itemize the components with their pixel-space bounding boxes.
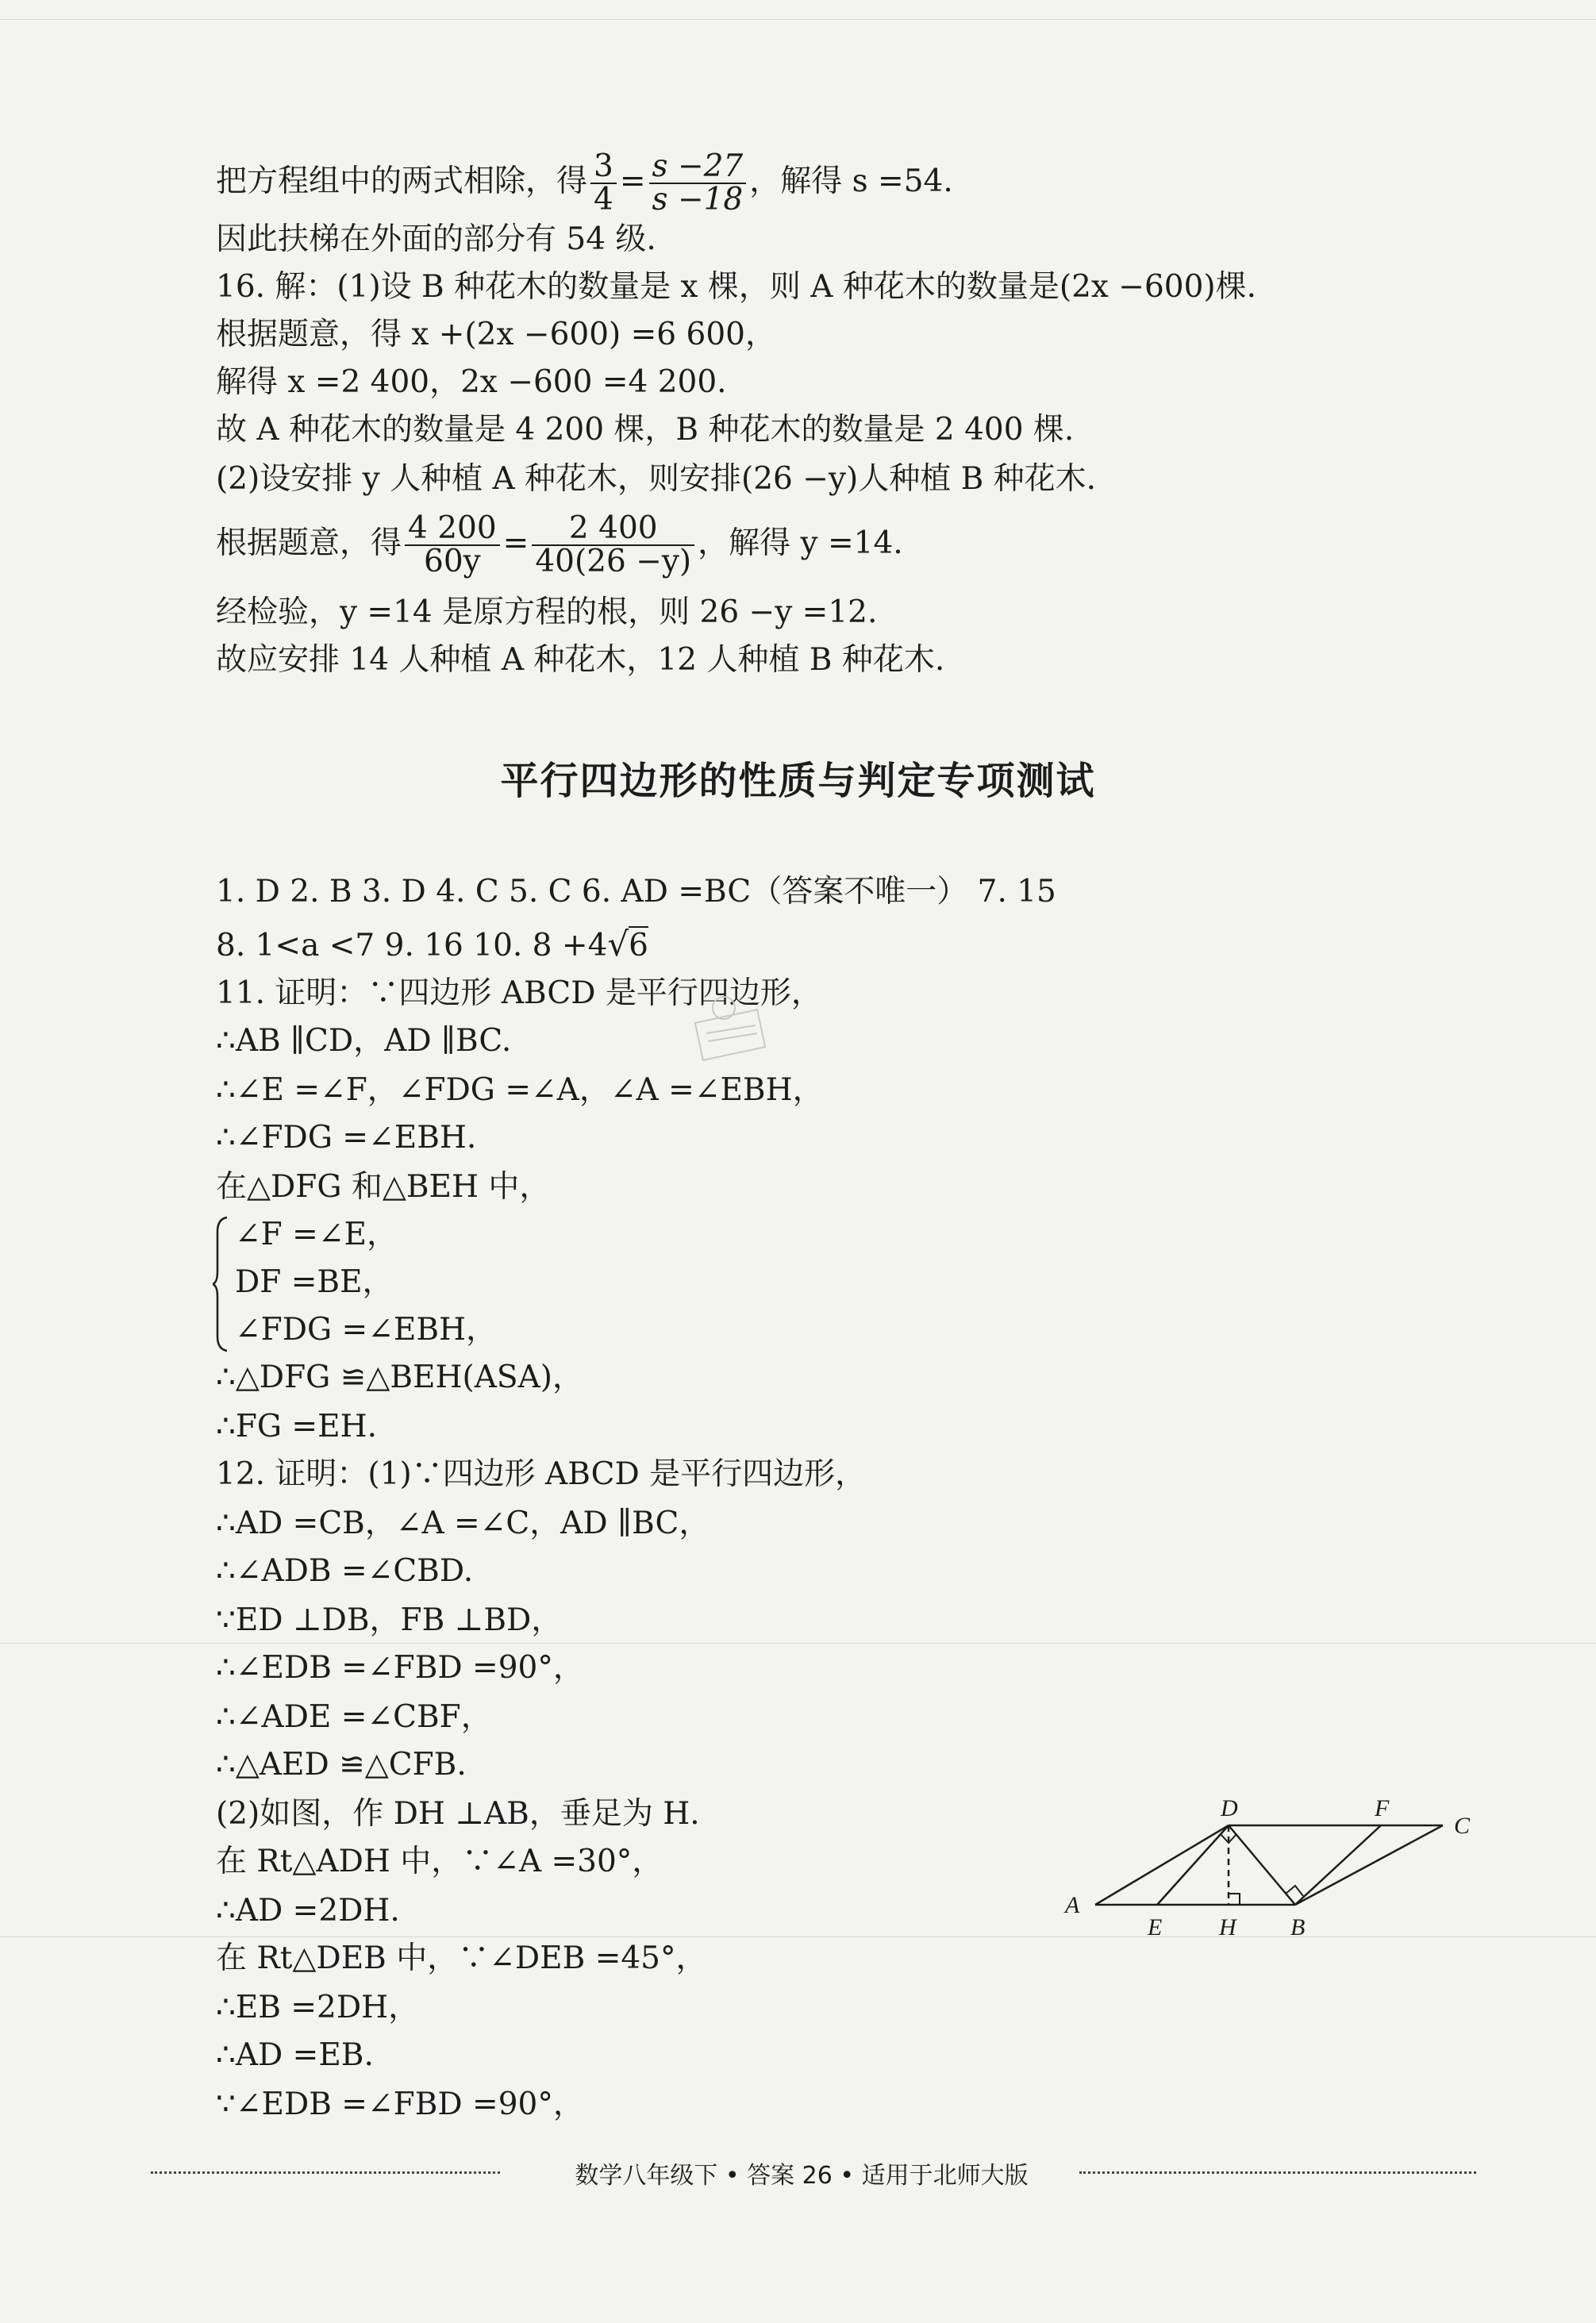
label-b: B: [1290, 1914, 1306, 1940]
library-stamp-watermark: [683, 984, 778, 1071]
page-footer: 数学八年级下 • 答案 26 • 适用于北师大版: [575, 2162, 1029, 2190]
proof-line: ∴AD =CB，∠A =∠C，AD ∥BC，: [216, 1506, 710, 1541]
text-line: 因此扶梯在外面的部分有 54 级.: [216, 221, 656, 257]
label-f: F: [1375, 1795, 1390, 1821]
label-h: H: [1219, 1914, 1236, 1940]
text-line: 经检验，y =14 是原方程的根，则 26 −y =12.: [216, 594, 878, 630]
text-line: (2)设安排 y 人种植 A 种花木，则安排(26 −y)人种植 B 种花木.: [216, 461, 1097, 497]
proof-line: ∴EB =2DH，: [216, 1990, 420, 2025]
label-d: D: [1221, 1795, 1238, 1821]
parallelogram-figure: [1048, 1784, 1492, 1943]
proof-line: 11. 证明：∵四边形 ABCD 是平行四边形，: [216, 975, 822, 1011]
proof-line: ∵ED ⊥DB，FB ⊥BD，: [216, 1602, 563, 1638]
text-line: 故应安排 14 人种植 A 种花木，12 人种植 B 种花木.: [216, 642, 945, 678]
text-line: 根据题意，得 x +(2x −600) =6 600，: [216, 317, 776, 352]
left-brace: [213, 1216, 229, 1352]
proof-line: ∠FDG =∠EBH，: [235, 1312, 498, 1348]
fraction: $\frac{s -27}{s -18}$: [649, 151, 747, 216]
proof-line: ∴∠FDG =∠EBH.: [216, 1120, 477, 1156]
text-line: 把方程组中的两式相除，得 $\frac{3}{4}$ = $\frac{s -27}{s -18}$ ，解得 s =54.: [216, 148, 953, 217]
label-a: A: [1065, 1892, 1080, 1918]
proof-line: ∴∠E =∠F，∠FDG =∠A，∠A =∠EBH，: [216, 1072, 824, 1108]
label-e: E: [1148, 1914, 1163, 1940]
proof-line: 12. 证明：(1)∵四边形 ABCD 是平行四边形，: [216, 1456, 867, 1492]
proof-line: ∵∠EDB =∠FBD =90°，: [216, 2086, 584, 2122]
proof-line: ∴∠ADB =∠CBD.: [216, 1553, 474, 1589]
proof-line: 在 Rt△ADH 中，∵∠A =30°，: [216, 1844, 663, 1879]
label-c: C: [1454, 1813, 1471, 1839]
answer-line: 1. D 2. B 3. D 4. C 5. C 6. AD =BC（答案不唯一） 7. 15: [216, 874, 1056, 910]
right-angle-b: [1286, 1886, 1303, 1896]
answer-line: 8. 1<a <7 9. 16 10. 8 +4√6: [216, 925, 648, 963]
proof-line: ∴AD =EB.: [216, 2037, 374, 2073]
fraction: $\frac{3}{4}$: [590, 151, 617, 216]
proof-line: ∴AD =2DH.: [216, 1893, 400, 1929]
proof-line: (2)如图，作 DH ⊥AB，垂足为 H.: [216, 1796, 700, 1832]
scan-fold-line: [0, 1643, 1596, 1644]
text-line: 16. 解：(1)设 B 种花木的数量是 x 棵，则 A 种花木的数量是(2x −600)棵.: [216, 269, 1257, 305]
scan-edge-line: [0, 19, 1596, 20]
fraction: $\frac{2 400}{40(26 -y)}$: [532, 513, 694, 578]
proof-line: ∴△DFG ≌△BEH(ASA)，: [216, 1360, 583, 1395]
fraction: $\frac{4 200}{60y}$: [405, 513, 500, 578]
proof-line: ∴AB ∥CD，AD ∥BC.: [216, 1023, 512, 1059]
proof-line: ∠F =∠E，: [235, 1217, 398, 1252]
proof-line: ∴△AED ≌△CFB.: [216, 1747, 467, 1783]
section-title: 平行四边形的性质与判定专项测试: [500, 759, 1096, 803]
proof-line: 在△DFG 和△BEH 中，: [216, 1169, 551, 1205]
text-line: 故 A 种花木的数量是 4 200 棵，B 种花木的数量是 2 400 棵.: [216, 412, 1075, 448]
proof-line: ∴FG =EH.: [216, 1409, 377, 1444]
right-angle-h: [1229, 1894, 1240, 1905]
proof-line: ∴∠ADE =∠CBF，: [216, 1699, 492, 1735]
proof-line: DF =BE，: [235, 1264, 394, 1300]
proof-line: ∴∠EDB =∠FBD =90°，: [216, 1650, 584, 1686]
segment-de: [1157, 1825, 1229, 1905]
text-line: 解得 x =2 400，2x −600 =4 200.: [216, 364, 727, 400]
segment-ad: [1095, 1825, 1229, 1905]
proof-line: 在 Rt△DEB 中，∵∠DEB =45°，: [216, 1940, 707, 1976]
text-line: 根据题意，得 $\frac{4 200}{60y}$ = $\frac{2 400}{40(26 -y)}$ ，解得 y =14.: [216, 510, 903, 579]
